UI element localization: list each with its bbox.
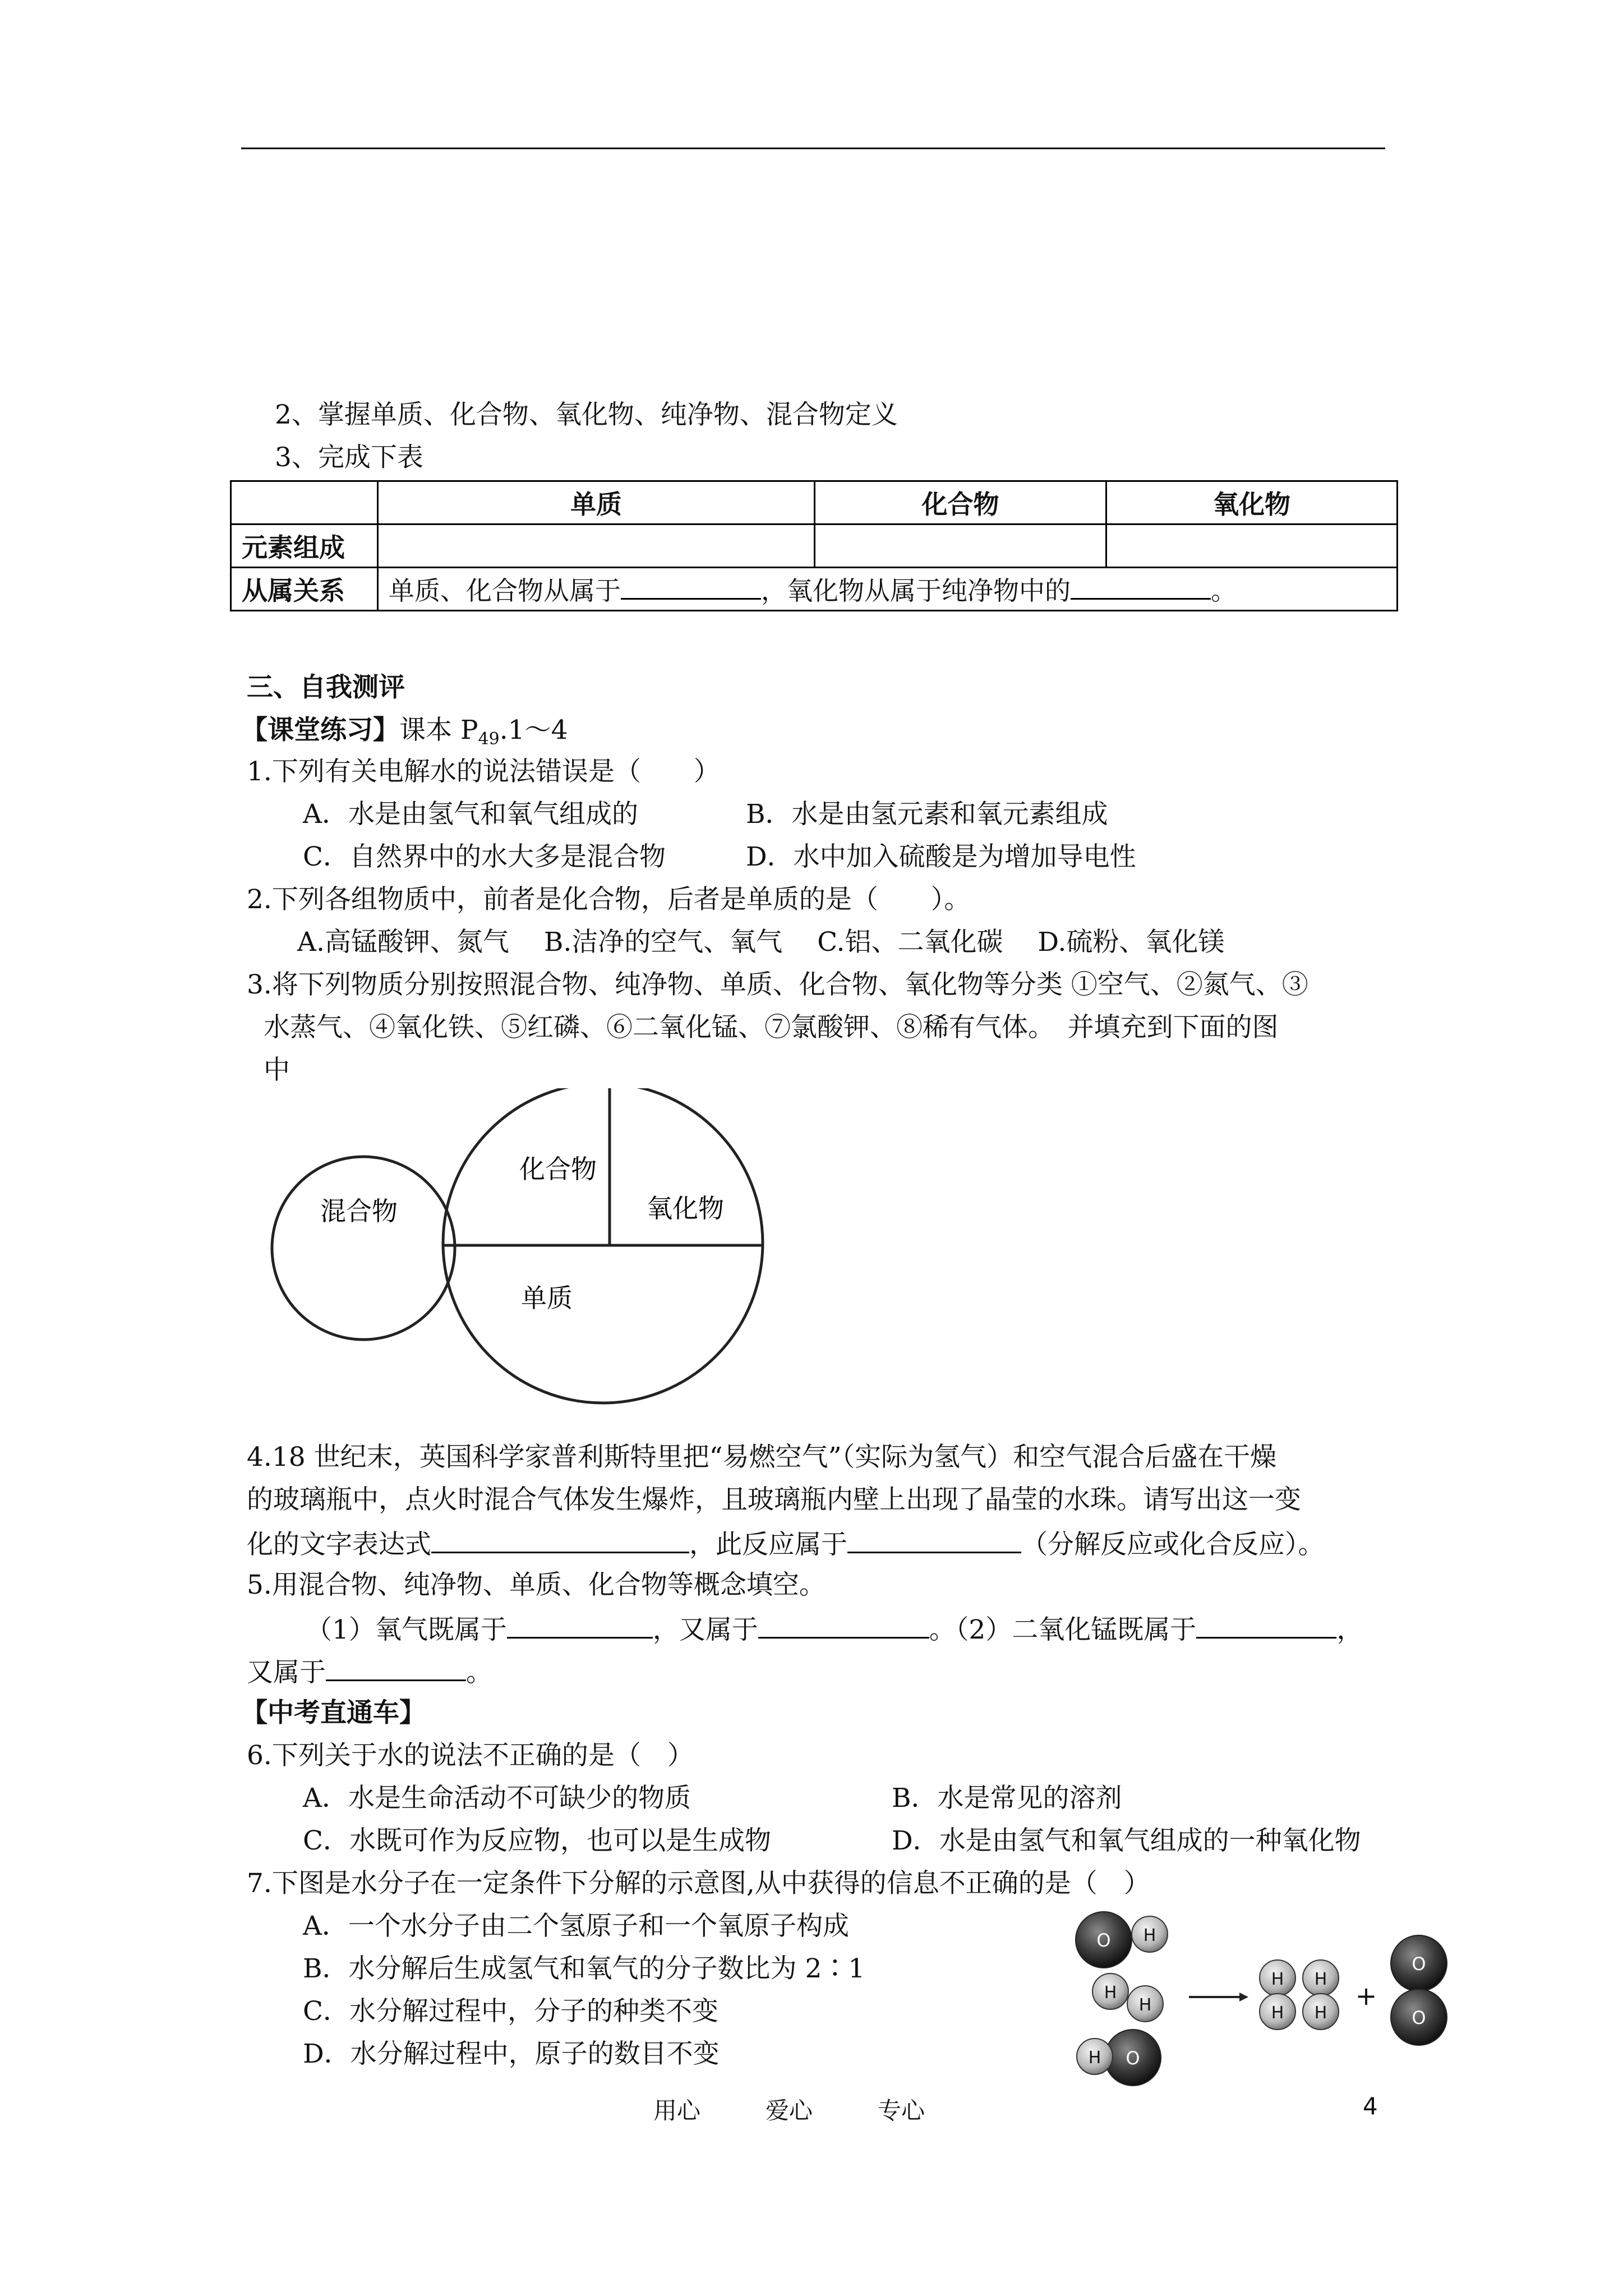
q1-stem: 1.下列有关电解水的说法错误是（ ） [247, 756, 720, 787]
q7-option-a: A．一个水分子由二个氢原子和一个氧原子构成 [303, 1911, 849, 1941]
row-label-composition: 元素组成 [231, 524, 378, 568]
svg-text:H: H [1143, 1926, 1156, 1945]
q5-line-1: （1）氧气既属于 ，又属于 。（2）二氧化锰既属于 ， [306, 1611, 1363, 1647]
header-compound: 化合物 [815, 481, 1106, 524]
svg-text:H: H [1088, 2048, 1101, 2068]
q7-stem: 7.下图是水分子在一定条件下分解的示意图,从中获得的信息不正确的是（ ） [247, 1868, 1150, 1899]
table-header-row [231, 481, 1398, 524]
svg-text:H: H [1104, 1983, 1117, 2003]
q7-option-d: D．水分解过程中，原子的数目不变 [303, 2039, 720, 2069]
table-row [231, 524, 1398, 568]
element-label: 单质 [521, 1283, 573, 1313]
svg-text:H: H [1271, 2003, 1284, 2023]
q6-option-b: B．水是常见的溶剂 [892, 1783, 1122, 1814]
table-row [231, 568, 1398, 611]
svg-text:H: H [1314, 2003, 1327, 2023]
q6-option-d: D．水是由氢气和氧气组成的一种氧化物 [892, 1825, 1361, 1856]
q5-stem: 5.用混合物、纯净物、单质、化合物等概念填空。 [247, 1570, 826, 1600]
q3-line-1: 3.将下列物质分别按照混合物、纯净物、单质、化合物、氧化物等分类 ①空气、②氮气、③ [247, 969, 1308, 1000]
oxide-label: 氧化物 [647, 1193, 724, 1223]
q1-option-d: D．水中加入硫酸是为增加导电性 [746, 841, 1136, 872]
q6-stem: 6.下列关于水的说法不正确的是（ ） [247, 1740, 694, 1771]
exam-section-label: 【中考直通车】 [241, 1697, 426, 1728]
plus-sign: + [1355, 1981, 1377, 2011]
q2-options: A.高锰酸钾、氮气 B.洁净的空气、氧气 C.铝、二氧化碳 D.硫粉、氧化镁 [297, 927, 1225, 958]
cell-relation: 单质、化合物从属于 ，氧化物从属于纯净物中的 。 [378, 568, 1398, 611]
cell-oxide-composition[interactable] [1106, 524, 1398, 568]
blank-relation-1[interactable] [621, 572, 761, 600]
q2-stem: 2.下列各组物质中，前者是化合物，后者是单质的是（ ）。 [247, 884, 971, 915]
header-oxide: 氧化物 [1106, 481, 1398, 524]
objective-3: 3、完成下表 [275, 442, 423, 473]
blank-oxygen-2[interactable] [758, 1611, 929, 1639]
svg-text:H: H [1271, 1970, 1284, 1989]
practice-line: 【课堂练习】课本 $P_{49}.1\sim 4$ [241, 715, 568, 749]
row-label-relation: 从属关系 [231, 568, 378, 611]
q4-line-1: 4.18 世纪末，英国科学家普利斯特里把“易燃空气”（实际为氢气）和空气混合后盛在干燥 [247, 1442, 1277, 1473]
cell-compound-composition[interactable] [815, 524, 1106, 568]
blank-reaction-type[interactable] [847, 1526, 1021, 1553]
blank-mno2-1[interactable] [1196, 1611, 1336, 1639]
blank-mno2-2[interactable] [326, 1654, 466, 1681]
q1-option-c: C．自然界中的水大多是混合物 [303, 841, 666, 872]
svg-text:H: H [1138, 1995, 1152, 2015]
q7-option-c: C．水分解过程中，分子的种类不变 [303, 1996, 718, 2027]
blank-relation-2[interactable] [1071, 572, 1211, 600]
page-number: 4 [1363, 2092, 1378, 2120]
blank-word-equation[interactable] [431, 1526, 689, 1553]
header-rule [241, 148, 1385, 149]
cell-element-composition[interactable] [378, 524, 815, 568]
q3-line-3: 中 [264, 1055, 290, 1085]
mixture-circle [272, 1157, 455, 1340]
q7-option-b: B．水分解后生成氢气和氧气的分子数比为 2∶1 [303, 1953, 865, 1984]
q6-option-c: C．水既可作为反应物，也可以是生成物 [303, 1825, 771, 1856]
classification-table [230, 480, 1398, 611]
q4-line-3: 化的文字表达式 ，此反应属于 （分解反应或化合反应）。 [247, 1526, 1325, 1562]
mixture-label: 混合物 [320, 1196, 398, 1226]
water-decomposition-diagram [1066, 1902, 1475, 2092]
footer-word-2: 爱心 [766, 2097, 813, 2124]
section-title: 三、自我测评 [247, 672, 405, 703]
compound-label: 化合物 [519, 1154, 597, 1184]
svg-text:O: O [1412, 2007, 1426, 2028]
svg-text:O: O [1126, 2047, 1140, 2069]
q1-option-b: B．水是由氢元素和氧元素组成 [746, 799, 1108, 830]
q5-line-2: 又属于 。 [247, 1654, 492, 1690]
classification-diagram [264, 1088, 813, 1414]
q1-option-a: A．水是由氢气和氧气组成的 [303, 799, 638, 830]
q4-line-2: 的玻璃瓶中，点火时混合气体发生爆炸，且玻璃瓶内壁上出现了晶莹的水珠。请写出这一变 [247, 1484, 1301, 1515]
q6-option-a: A．水是生命活动不可缺少的物质 [303, 1783, 691, 1814]
blank-oxygen-1[interactable] [507, 1611, 653, 1639]
q3-line-2: 水蒸气、④氧化铁、⑤红磷、⑥二氧化锰、⑦氯酸钾、⑧稀有气体。 并填充到下面的图 [264, 1012, 1279, 1043]
table-corner [231, 481, 378, 524]
svg-text:H: H [1314, 1970, 1327, 1989]
objective-2: 2、掌握单质、化合物、氧化物、纯净物、混合物定义 [275, 399, 898, 430]
svg-text:O: O [1096, 1930, 1111, 1951]
svg-text:O: O [1412, 1953, 1426, 1975]
header-element: 单质 [378, 481, 815, 524]
footer-word-3: 专心 [878, 2097, 925, 2124]
footer-word-1: 用心 [653, 2097, 701, 2124]
